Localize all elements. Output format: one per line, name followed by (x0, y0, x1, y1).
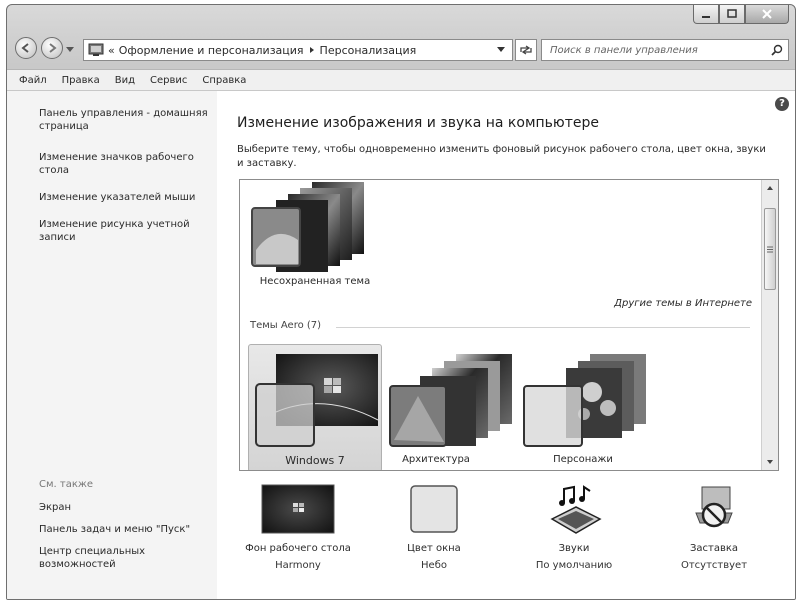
minimize-icon (701, 9, 711, 19)
unsaved-theme-name[interactable]: Несохраненная тема (259, 276, 371, 287)
refresh-button[interactable] (515, 39, 537, 61)
menu-file[interactable]: Файл (19, 74, 47, 86)
desktop-background-label[interactable]: Фон рабочего стола (245, 543, 351, 554)
personalization-window (6, 4, 796, 600)
see-also-title: См. также (39, 479, 94, 490)
scroll-up-button[interactable] (762, 180, 778, 196)
sidebar-link-control-panel-home[interactable]: Панель управления - домашняя страница (39, 108, 208, 132)
scroll-thumb[interactable] (764, 208, 776, 290)
sounds-value: По умолчанию (535, 560, 613, 571)
page-title: Изменение изображения и звука на компьютере (237, 115, 599, 131)
forward-button[interactable] (41, 37, 63, 59)
menu-help[interactable]: Справка (202, 74, 247, 86)
sounds-setting[interactable] (509, 483, 639, 571)
sounds-label[interactable]: Звуки (558, 543, 590, 554)
close-button[interactable] (745, 5, 789, 24)
see-also-ease-of-access[interactable]: Центр специальных возможностей (39, 546, 146, 570)
menu-edit[interactable]: Правка (61, 74, 100, 86)
search-input[interactable] (550, 45, 760, 56)
theme-settings-row (225, 483, 796, 593)
menu-tools[interactable]: Сервис (149, 74, 188, 86)
screensaver-value: Отсутствует (680, 560, 748, 571)
desktop-background-value: Harmony (275, 560, 321, 571)
theme-architecture-name[interactable]: Архитектура (402, 454, 470, 465)
breadcrumb-separator-icon[interactable] (308, 46, 316, 54)
theme-architecture-tile[interactable] (388, 352, 518, 447)
sidebar-link-desktop-icons[interactable]: Изменение значков рабочего стола (39, 152, 194, 176)
theme-characters-name[interactable]: Персонажи (553, 454, 613, 465)
sounds-icon (544, 483, 604, 535)
screensaver-icon (688, 483, 740, 535)
back-button[interactable] (15, 37, 37, 59)
theme-windows7-preview (254, 352, 384, 447)
sidebar-link-account-picture[interactable]: Изменение рисунка учетной записи (39, 219, 190, 243)
window-color-setting[interactable] (369, 483, 499, 571)
sidebar (7, 91, 217, 600)
unsaved-theme-tile[interactable] (250, 180, 380, 280)
screensaver-setting[interactable] (649, 483, 779, 571)
content-area (7, 91, 795, 600)
aero-themes-label: Темы Aero (7) (250, 320, 322, 331)
address-dropdown-icon[interactable] (496, 44, 506, 54)
scroll-down-button[interactable] (762, 454, 778, 470)
see-also-taskbar[interactable]: Панель задач и меню "Пуск" (39, 524, 191, 535)
search-box (541, 39, 789, 61)
maximize-button[interactable] (719, 5, 745, 24)
minimize-button[interactable] (693, 5, 719, 24)
window-color-value: Небо (421, 560, 447, 571)
unsaved-theme-preview (250, 180, 380, 280)
theme-characters-preview (522, 352, 652, 447)
window-color-icon (408, 483, 460, 535)
theme-windows7-tile[interactable] (254, 352, 384, 447)
close-icon (761, 9, 773, 19)
themes-list (239, 179, 779, 471)
themes-scrollbar[interactable] (761, 180, 778, 470)
forward-arrow-icon (46, 42, 58, 54)
group-divider (336, 327, 750, 328)
scroll-grip-icon (767, 246, 773, 253)
window-color-label[interactable]: Цвет окна (407, 543, 461, 554)
caption-buttons (693, 5, 789, 25)
sidebar-link-mouse-pointers[interactable]: Изменение указателей мыши (39, 192, 196, 203)
desktop-background-setting[interactable] (233, 483, 363, 571)
address-bar[interactable] (83, 39, 513, 61)
breadcrumb-prefix[interactable]: « (108, 43, 115, 57)
breadcrumb-personalization[interactable]: Персонализация (319, 43, 417, 57)
navigation-bar (7, 33, 795, 63)
breadcrumb-appearance[interactable]: Оформление и персонализация (118, 43, 304, 57)
menu-bar (7, 69, 795, 91)
refresh-icon (519, 44, 533, 56)
help-icon[interactable]: ? (775, 97, 789, 111)
control-panel-icon (88, 43, 104, 57)
online-themes-link[interactable]: Другие темы в Интернете (614, 298, 752, 309)
menu-view[interactable]: Вид (114, 74, 135, 86)
search-icon[interactable] (771, 44, 783, 56)
theme-windows7-name[interactable]: Windows 7 (285, 454, 345, 467)
history-dropdown-icon[interactable] (65, 46, 75, 54)
see-also-links (39, 501, 209, 580)
maximize-icon (727, 9, 737, 19)
back-arrow-icon (20, 42, 32, 54)
page-description: Выберите тему, чтобы одновременно изменить фоновый рисунок рабочего стола, цвет окна, звуки и заставку. (237, 144, 766, 169)
theme-characters-tile[interactable] (522, 352, 652, 447)
desktop-background-icon (261, 483, 335, 535)
main-panel (225, 91, 796, 600)
theme-architecture-preview (388, 352, 518, 447)
scroll-up-icon (766, 185, 774, 191)
scroll-down-icon (766, 459, 774, 465)
see-also-display[interactable]: Экран (39, 502, 72, 513)
screensaver-label[interactable]: Заставка (689, 543, 739, 554)
